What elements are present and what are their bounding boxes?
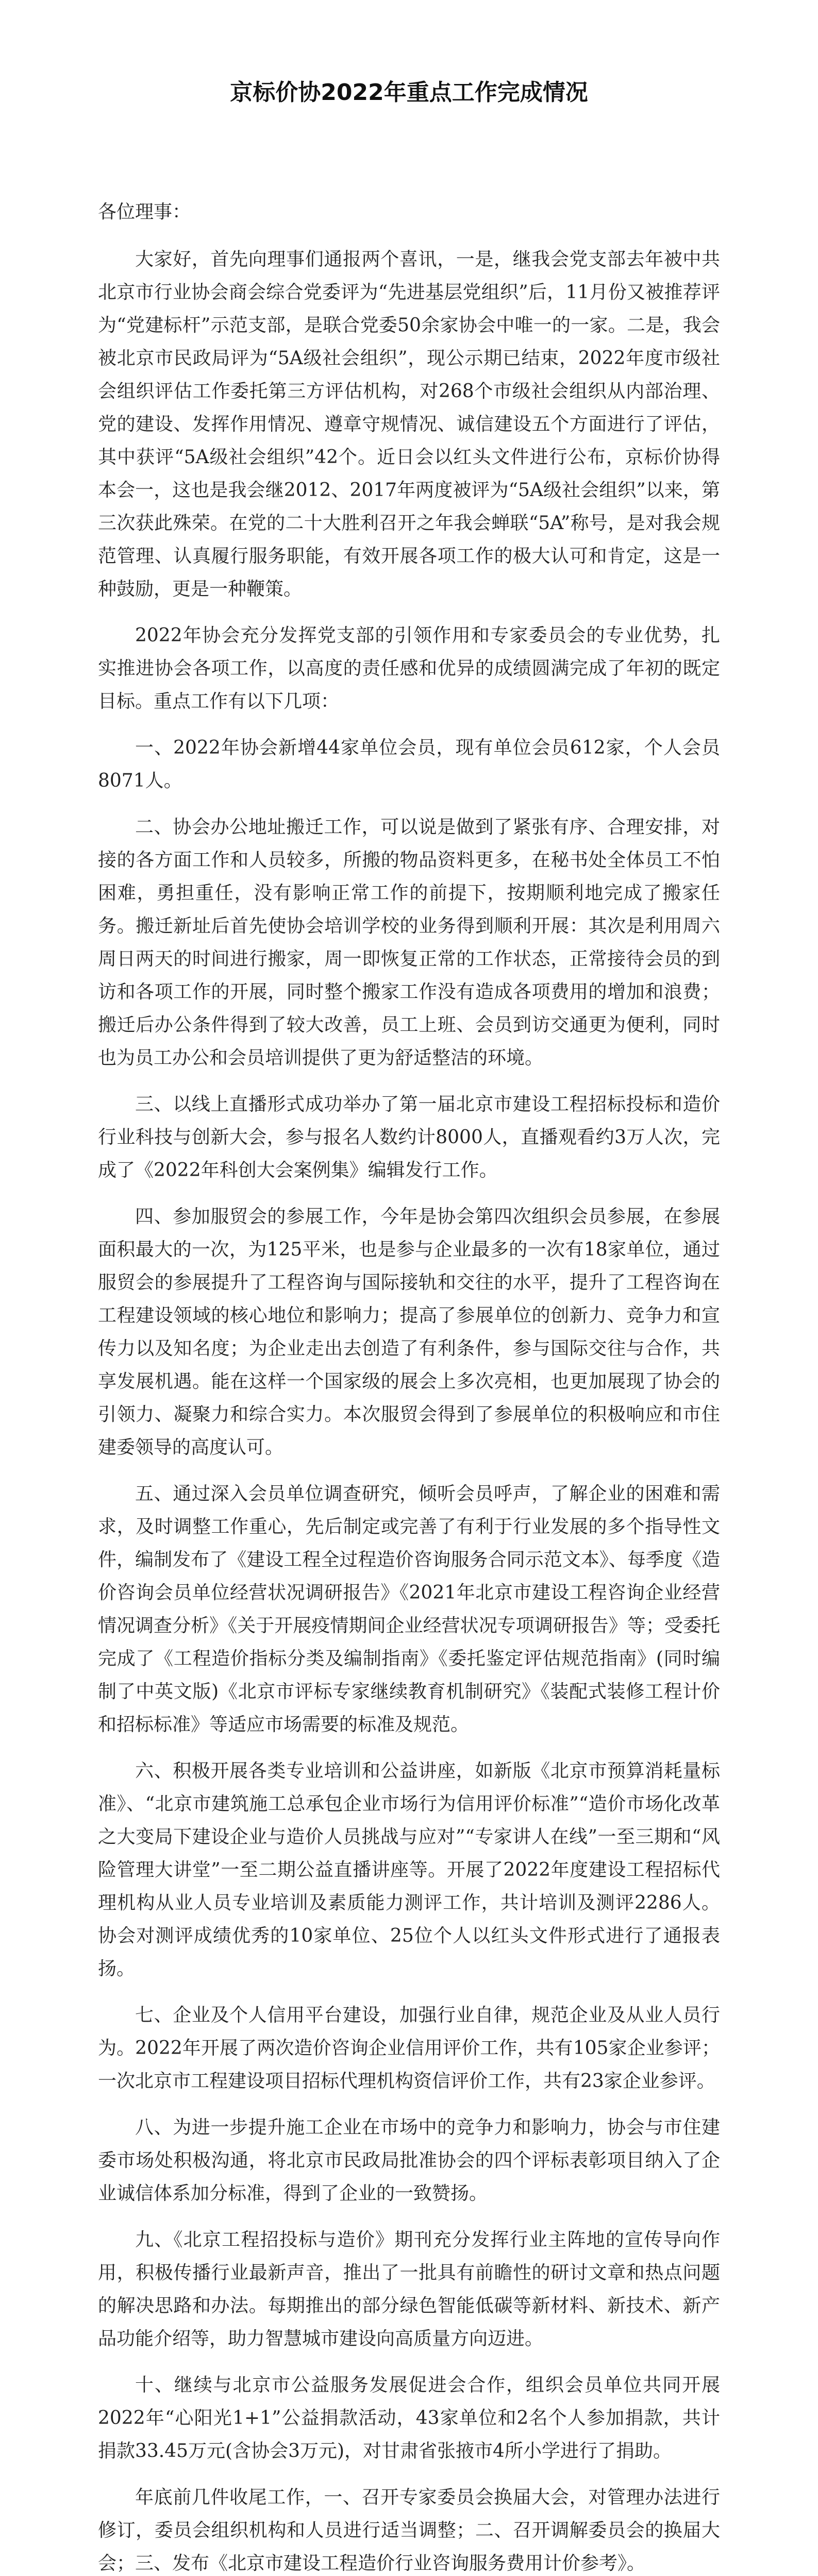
paragraph-item-8-competitiveness: 八、为进一步提升施工企业在市场中的竞争力和影响力，协会与市住建委市场处积极沟通，将北京市民政局批准协会的四个评标表彰项目纳入了企业诚信体系加分标准，得到了企业的一致赞扬。 [98,2117,720,2204]
paragraph-item-5-research: 五、通过深入会员单位调查研究，倾听会员呼声，了解企业的困难和需求，及时调整工作重心，先后制定或完善了有利于行业发展的多个指导性文件，编制发布了《建设工程全过程造价咨询服务合同示范文本》、每季度《造价咨询会员单位经营状况调研报告》《2021年北京市建设工程咨询企业经营情况调查分析》《关于开展疫情期间企业经营状况专项调研报告》等；受委托完成了《工程造价指标分类及编制指南》《委托鉴定评估规范指南》(同时编制了中英文版)《北京市评标专家继续教育机制研究》《装配式装修工程计价和招标标准》等适应市场需要的标准及规范。 [98,1483,720,1735]
document-body [98,243,720,2576]
paragraph-item-3-innovation-conference: 三、以线上直播形式成功举办了第一届北京市建设工程招标投标和造价行业科技与创新大会，参与报名人数约计8000人，直播观看约3万人次，完成了《2022年科创大会案例集》编辑发行工作。 [98,1094,720,1181]
salutation: 各位理事： [98,201,191,223]
paragraph-item-1-members: 一、2022年协会新增44家单位会员，现有单位会员612家，个人会员8071人。 [98,737,720,791]
paragraph-item-7-credit: 七、企业及个人信用平台建设，加强行业自律，规范企业及从业人员行为。2022年开展了两次造价咨询企业信用评价工作，共有105家企业参评；一次北京市工程建设项目招标代理机构资信评价工作，共有23家企业参评。 [98,2005,720,2092]
document-title: 京标价协2022年重点工作完成情况 [230,79,588,106]
paragraph-item-2-relocation: 二、协会办公地址搬迁工作，可以说是做到了紧张有序、合理安排，对接的各方面工作和人员较多，所搬的物品资料更多，在秘书处全体员工不怕困难，勇担重任，没有影响正常工作的前提下，按期顺利地完成了搬家任务。搬迁新址后首先使协会培训学校的业务得到顺利开展：其次是利用周六周日两天的时间进行搬家，周一即恢复正常的工作状态，正常接待会员的到访和各项工作的开展，同时整个搬家工作没有造成各项费用的增加和浪费；搬迁后办公条件得到了较大改善，员工上班、会员到访交通更为便利，同时也为员工办公和会员培训提供了更为舒适整洁的环境。 [98,817,720,1069]
paragraph-overview: 2022年协会充分发挥党支部的引领作用和专家委员会的专业优势，扎实推进协会各项工作，以高度的责任感和优异的成绩圆满完成了年初的既定目标。重点工作有以下几项： [98,625,720,712]
paragraph-item-6-training: 六、积极开展各类专业培训和公益讲座，如新版《北京市预算消耗量标准》、“北京市建筑施工总承包企业市场行为信用评价标准”“造价市场化改革之大变局下建设企业与造价人员挑战与应对”“专家讲人在线”一至三期和“风险管理大讲堂”一至二期公益直播讲座等。开展了2022年度建设工程招标代理机构从业人员专业培训及素质能力测评工作，共计培训及测评2286人。协会对测评成绩优秀的10家单位、25位个人以红头文件形式进行了通报表扬。 [98,1760,720,1979]
paragraph-year-end-tasks: 年底前几件收尾工作，一、召开专家委员会换届大会，对管理办法进行修订，委员会组织机构和人员进行适当调整；二、召开调解委员会的换届大会；三、发布《北京市建设工程造价行业咨询服务费用计价参考》。 [98,2487,720,2574]
paragraph-intro-news: 大家好，首先向理事们通报两个喜讯，一是，继我会党支部去年被中共北京市行业协会商会综合党委评为“先进基层党组织”后，11月份又被推荐评为“党建标杆”示范支部，是联合党委50余家协会中唯一的一家。二是，我会被北京市民政局评为“5A级社会组织”，现公示期已结束，2022年度市级社会组织评估工作委托第三方评估机构，对268个市级社会组织从内部治理、党的建设、发挥作用情况、遵章守规情况、诚信建设五个方面进行了评估，其中获评“5A级社会组织”42个。近日会以红头文件进行公布，京标价协得本会一，这也是我会继2012、2017年两度被评为“5A级社会组织”以来，第三次获此殊荣。在党的二十大胜利召开之年我会蝉联“5A”称号，是对我会规范管理、认真履行服务职能，有效开展各项工作的极大认可和肯定，这是一种鼓励，更是一种鞭策。 [98,249,720,600]
paragraph-item-9-journal: 九、《北京工程招投标与造价》期刊充分发挥行业主阵地的宣传导向作用，积极传播行业最新声音，推出了一批具有前瞻性的研讨文章和热点问题的解决思路和办法。每期推出的部分绿色智能低碳等新材料、新技术、新产品功能介绍等，助力智慧城市建设向高质量方向迈进。 [98,2229,720,2349]
paragraph-item-10-charity: 十、继续与北京市公益服务发展促进会合作，组织会员单位共同开展2022年“心阳光1+1”公益捐款活动，43家单位和2名个人参加捐款，共计捐款33.45万元(含协会3万元)，对甘肃省张掖市4所小学进行了捐助。 [98,2375,720,2462]
paragraph-item-4-trade-fair: 四、参加服贸会的参展工作，今年是协会第四次组织会员参展，在参展面积最大的一次，为125平米，也是参与企业最多的一次有18家单位，通过服贸会的参展提升了工程咨询与国际接轨和交往的水平，提升了工程咨询在工程建设领域的核心地位和影响力；提高了参展单位的创新力、竞争力和宣传力以及知名度；为企业走出去创造了有利条件，参与国际交往与合作，共享发展机遇。能在这样一个国家级的展会上多次亮相，也更加展现了协会的引领力、凝聚力和综合实力。本次服贸会得到了参展单位的积极响应和市住建委领导的高度认可。 [98,1206,720,1458]
